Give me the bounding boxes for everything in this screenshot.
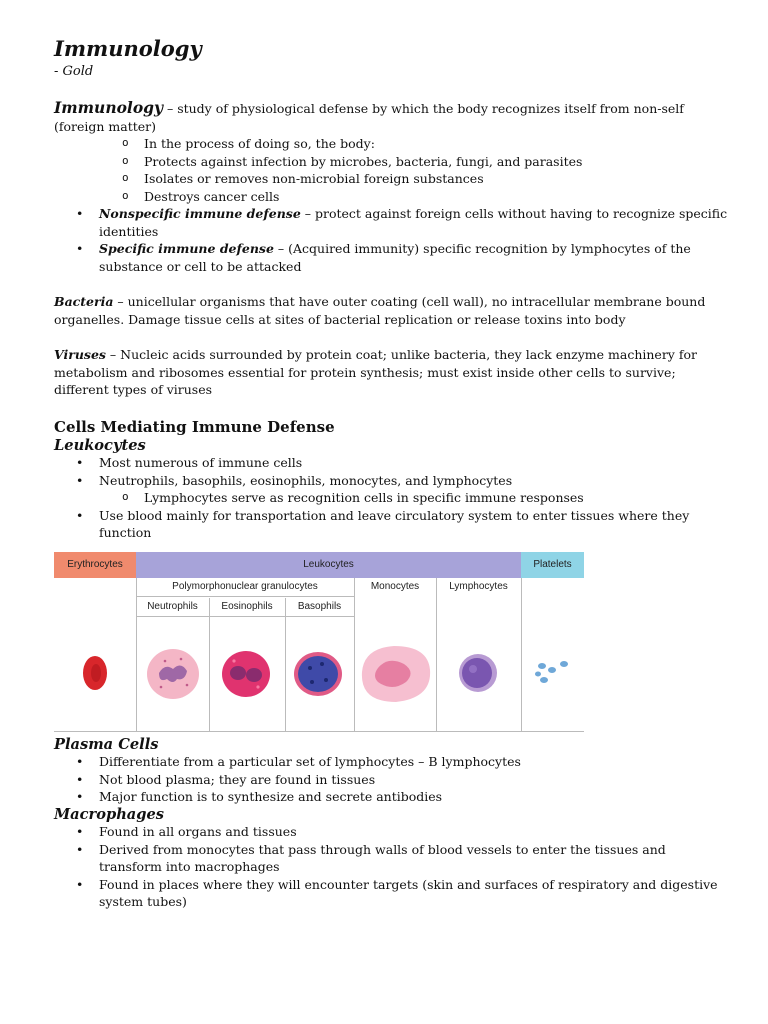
list-item: • Found in all organs and tissues: [54, 823, 728, 841]
basophils-header: [285, 598, 354, 616]
bacteria-term: Bacteria: [54, 294, 114, 309]
granulocytes-header: [136, 578, 354, 596]
eosinophil-cell-image: [220, 649, 272, 699]
list-item: o Lymphocytes serve as recognition cells in specific immune responses: [99, 489, 728, 507]
nonspecific-defense-text: – protect against foreign cells without having to recognize specific identities: [99, 206, 728, 239]
divider: [436, 578, 437, 732]
lymphocyte-cell-image: [457, 652, 499, 694]
list-item: [54, 205, 728, 240]
bacteria-text: – unicellular organisms that have outer coating (cell wall), no intracellular membrane bound organelles. Damage tissue cells at sites of bacterial replication or release toxins into body: [54, 294, 706, 327]
divider: [354, 578, 355, 732]
neutrophils-label: Neutrophils: [147, 600, 198, 612]
neutrophils-header: [136, 598, 209, 616]
list-item: • Use blood mainly for transportation and leave circulatory system to enter tissues where they function: [54, 507, 728, 542]
immunology-term: Immunology: [54, 98, 163, 117]
plasma-cells-heading: Plasma Cells: [54, 735, 159, 753]
list-item: • Major function is to synthesize and secrete antibodies: [54, 788, 728, 806]
list-item: o Isolates or removes non-microbial foreign substances: [54, 170, 728, 188]
nonspecific-defense-term: Nonspecific immune defense: [99, 206, 301, 221]
list-item: o Destroys cancer cells: [54, 188, 728, 206]
leukocytes-band: [136, 552, 521, 578]
leukocytes-heading: Leukocytes: [54, 436, 146, 454]
divider: [136, 596, 354, 597]
leukocytes-sublist: [99, 489, 728, 507]
list-item: o In the process of doing so, the body:: [54, 135, 728, 153]
list-item: [54, 240, 728, 275]
divider: [521, 578, 522, 732]
viruses-term: Viruses: [54, 347, 106, 362]
immunology-definition: [54, 99, 728, 135]
list-item: • Not blood plasma; they are found in tissues: [54, 771, 728, 789]
erythrocyte-cell-image: [80, 654, 110, 692]
divider: [209, 598, 210, 732]
divider: [136, 578, 137, 732]
divider: [285, 598, 286, 732]
defense-type-list: [54, 205, 728, 275]
specific-defense-text: – (Acquired immunity) specific recognition by lymphocytes of the substance or cell to be attacked: [99, 241, 691, 274]
monocytes-label: Monocytes: [370, 580, 420, 592]
macrophages-heading: Macrophages: [54, 805, 165, 823]
viruses-text: – Nucleic acids surrounded by protein coat; unlike bacteria, they lack enzyme machinery for metabolism and ribosomes essential for protein synthesis; must exist inside other cells to survive; different types of viruses: [54, 347, 697, 397]
eosinophils-label: Eosinophils: [221, 600, 273, 612]
leukocytes-list: [54, 454, 728, 542]
list-item: • Differentiate from a particular set of lymphocytes – B lymphocytes: [54, 753, 728, 771]
list-item: • Found in places where they will encounter targets (skin and surfaces of respiratory and digestive system tubes): [54, 876, 728, 911]
monocyte-cell-image: [356, 642, 434, 706]
platelets-label: Platelets: [533, 558, 572, 570]
platelets-band: [521, 552, 584, 578]
bacteria-paragraph: [54, 293, 728, 328]
immunology-text: – study of physiological defense by which the body recognizes itself from non-self (foreign matter): [54, 101, 684, 134]
list-item-text: Neutrophils, basophils, eosinophils, monocytes, and lymphocytes: [99, 472, 513, 488]
lymphocytes-label: Lymphocytes: [449, 580, 508, 592]
granulocytes-label: Polymorphonuclear granulocytes: [172, 580, 318, 592]
basophils-label: Basophils: [297, 600, 342, 612]
specific-defense-term: Specific immune defense: [99, 241, 274, 256]
viruses-paragraph: [54, 346, 728, 399]
body-process-list: [54, 135, 728, 205]
list-item: • Most numerous of immune cells: [54, 454, 728, 472]
eosinophils-header: [209, 598, 285, 616]
platelets-image: [534, 660, 574, 688]
macrophages-list: [54, 823, 728, 911]
basophil-cell-image: [292, 650, 344, 698]
cells-section-heading: Cells Mediating Immune Defense: [54, 417, 335, 436]
plasma-cells-list: [54, 753, 728, 806]
lymphocytes-header: [436, 578, 521, 596]
divider: [136, 616, 354, 617]
list-item: • Derived from monocytes that pass through walls of blood vessels to enter the tissues and transform into macrophages: [54, 841, 728, 876]
divider: [54, 731, 584, 732]
document-subtitle: - Gold: [54, 64, 94, 79]
erythrocytes-band: [54, 552, 136, 578]
leukocytes-label: Leukocytes: [303, 558, 354, 570]
neutrophil-cell-image: [145, 647, 201, 701]
erythrocytes-label: Erythrocytes: [67, 558, 123, 570]
monocytes-header: [354, 578, 436, 596]
document-title: Immunology: [54, 36, 202, 61]
list-item: [54, 472, 728, 507]
list-item: o Protects against infection by microbes, bacteria, fungi, and parasites: [54, 153, 728, 171]
blood-cells-figure: [54, 552, 584, 732]
